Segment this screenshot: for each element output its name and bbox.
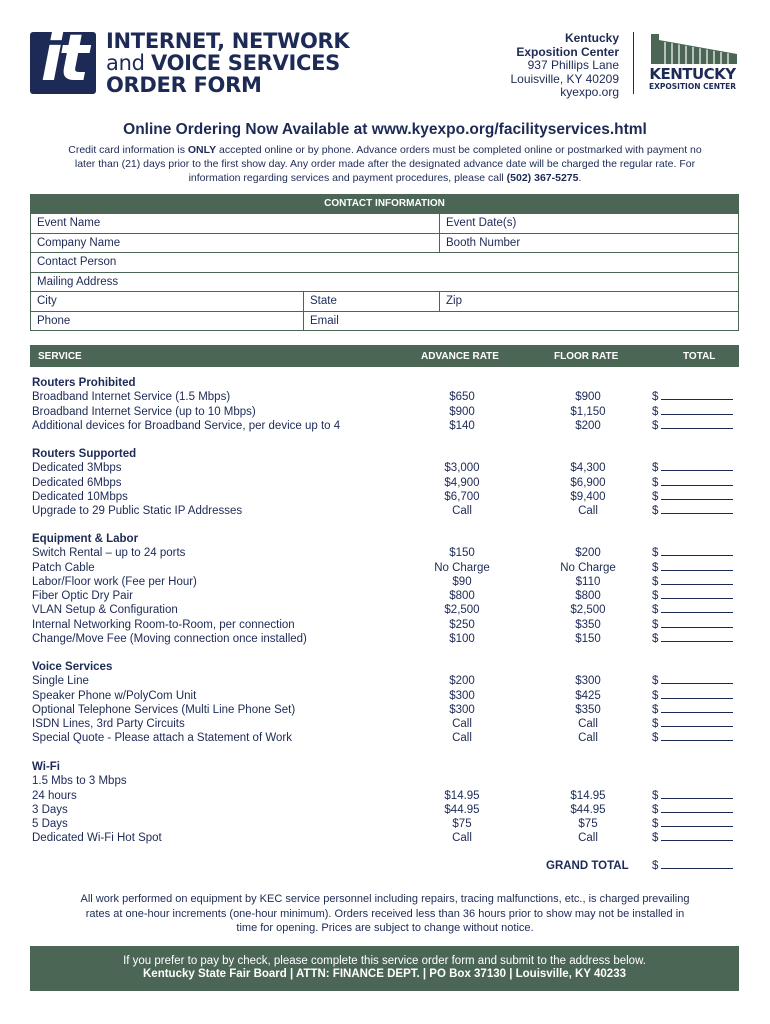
service-section bbox=[32, 760, 162, 846]
floor-rate-value: $2,500 bbox=[570, 604, 606, 617]
total-field[interactable]: $ bbox=[652, 589, 733, 603]
advance-rate-value: $4,900 bbox=[444, 476, 480, 489]
service-section bbox=[32, 447, 242, 518]
footer-line-1: If you prefer to pay by check, please complete this service order form and submit to the address below. bbox=[123, 955, 646, 967]
service-item: Dedicated 6Mbps bbox=[32, 476, 122, 489]
company-name-field[interactable]: Company Name bbox=[37, 236, 121, 249]
service-table-header bbox=[30, 345, 739, 367]
service-item: Upgrade to 29 Public Static IP Addresses bbox=[32, 505, 243, 518]
total-field[interactable]: $ bbox=[652, 405, 733, 419]
advance-rate-column bbox=[400, 674, 524, 745]
state-field[interactable]: State bbox=[303, 292, 439, 311]
total-field[interactable]: $ bbox=[652, 731, 733, 745]
logo-subword: EXPOSITION CENTER bbox=[648, 82, 737, 91]
total-column bbox=[652, 674, 733, 745]
advance-rate-value: Call bbox=[452, 505, 472, 518]
service-item: Single Line bbox=[32, 675, 89, 688]
total-field[interactable]: $ bbox=[652, 419, 733, 433]
advance-rate-value: Call bbox=[452, 718, 472, 731]
service-item: Speaker Phone w/PolyCom Unit bbox=[32, 689, 197, 702]
service-item: Change/Move Fee (Moving connection once installed) bbox=[32, 633, 307, 646]
it-logo bbox=[30, 32, 96, 94]
floor-rate-value: $1,150 bbox=[570, 405, 606, 418]
phone-field[interactable]: Phone bbox=[37, 314, 71, 327]
floor-rate-column bbox=[526, 674, 650, 745]
advance-rate-value: $44.95 bbox=[444, 803, 480, 816]
advance-rate-value: Call bbox=[452, 732, 472, 745]
header-divider bbox=[633, 32, 634, 94]
total-field[interactable]: $ bbox=[652, 703, 733, 717]
floor-rate-value: $350 bbox=[575, 703, 601, 716]
floor-rate-value: $4,300 bbox=[570, 462, 606, 475]
advance-rate-column bbox=[400, 461, 524, 518]
advance-rate-column bbox=[400, 390, 524, 433]
zip-field[interactable]: Zip bbox=[439, 292, 738, 311]
section-subheading: 1.5 Mbs to 3 Mbps bbox=[32, 775, 127, 788]
floor-rate-value: $350 bbox=[575, 618, 601, 631]
total-column bbox=[652, 789, 733, 846]
total-col-header: TOTAL bbox=[683, 351, 716, 362]
advance-rate-value: No Charge bbox=[434, 561, 490, 574]
booth-number-field[interactable]: Booth Number bbox=[439, 234, 738, 253]
advance-rate-value: $140 bbox=[449, 419, 475, 432]
total-field[interactable]: $ bbox=[652, 831, 733, 845]
service-item: Labor/Floor work (Fee per Hour) bbox=[32, 575, 197, 588]
advance-rate-col-header: ADVANCE RATE bbox=[421, 351, 499, 362]
total-column bbox=[652, 461, 733, 518]
floor-rate-value: $800 bbox=[575, 590, 601, 603]
floor-rate-column bbox=[526, 390, 650, 433]
service-item: Optional Telephone Services (Multi Line Phone Set) bbox=[32, 703, 296, 716]
floor-rate-value: $200 bbox=[575, 547, 601, 560]
contact-row bbox=[31, 311, 738, 331]
contact-row bbox=[31, 252, 738, 272]
advance-rate-value: $2,500 bbox=[444, 604, 480, 617]
floor-rate-value: Call bbox=[578, 718, 598, 731]
advance-rate-value: $900 bbox=[449, 405, 475, 418]
total-field[interactable]: $ bbox=[652, 817, 733, 831]
floor-rate-value: $75 bbox=[578, 818, 598, 831]
contact-row bbox=[31, 291, 738, 311]
advance-rate-value: $250 bbox=[449, 618, 475, 631]
floor-rate-value: Call bbox=[578, 732, 598, 745]
total-field[interactable]: $ bbox=[652, 490, 733, 504]
advance-rate-value: $200 bbox=[449, 675, 475, 688]
service-section bbox=[32, 532, 307, 646]
service-item: Special Quote - Please attach a Statement of Work bbox=[32, 732, 292, 745]
contact-header: CONTACT INFORMATION bbox=[31, 195, 738, 213]
title-line-2: and VOICE SERVICES bbox=[106, 51, 340, 75]
floor-rate-column bbox=[526, 546, 650, 646]
logo-word: KENTUCKY bbox=[649, 65, 736, 83]
floor-rate-value: Call bbox=[578, 832, 598, 845]
arena-roof-icon bbox=[645, 30, 740, 66]
floor-rate-column bbox=[526, 461, 650, 518]
advance-rate-value: $150 bbox=[449, 547, 475, 560]
floor-rate-value: $14.95 bbox=[570, 789, 606, 802]
city-field[interactable]: City bbox=[37, 295, 57, 307]
total-field[interactable]: $ bbox=[652, 603, 733, 617]
kec-logo bbox=[645, 30, 740, 94]
event-dates-field[interactable]: Event Date(s) bbox=[439, 214, 738, 233]
total-column bbox=[652, 546, 733, 646]
total-field[interactable]: $ bbox=[652, 504, 733, 518]
total-field[interactable]: $ bbox=[652, 575, 733, 589]
floor-rate-value: $900 bbox=[575, 391, 601, 404]
org-address: Kentucky Exposition Center 937 Phillips Lane Louisville, KY 40209 kyexpo.org bbox=[510, 31, 619, 99]
advance-rate-value: $6,700 bbox=[444, 490, 480, 503]
advance-rate-value: $75 bbox=[452, 818, 472, 831]
service-section bbox=[32, 660, 295, 746]
website-link[interactable]: kyexpo.org bbox=[560, 85, 619, 99]
grand-total-label: GRAND TOTAL bbox=[546, 860, 629, 872]
section-heading: Routers Supported bbox=[32, 448, 137, 460]
contact-row bbox=[31, 272, 738, 292]
advance-rate-value: Call bbox=[452, 832, 472, 845]
service-item: Broadband Internet Service (up to 10 Mbps) bbox=[32, 405, 256, 418]
total-field[interactable]: $ bbox=[652, 390, 733, 404]
total-field[interactable]: $ bbox=[652, 461, 733, 475]
form-title bbox=[106, 30, 349, 96]
floor-rate-value: $44.95 bbox=[570, 803, 606, 816]
service-item: Broadband Internet Service (1.5 Mbps) bbox=[32, 391, 231, 404]
advance-rate-value: $300 bbox=[449, 703, 475, 716]
event-name-field[interactable]: Event Name bbox=[37, 217, 101, 229]
section-heading: Voice Services bbox=[32, 661, 113, 673]
it-logo-text: it bbox=[40, 32, 86, 94]
footer-mailing-address: Kentucky State Fair Board | ATTN: FINANCE DEPT. | PO Box 37130 | Louisville, KY 40233 bbox=[143, 968, 626, 980]
service-section bbox=[32, 376, 340, 433]
service-item: Additional devices for Broadband Service, per device up to 4 bbox=[32, 419, 341, 432]
service-item: Dedicated Wi-Fi Hot Spot bbox=[32, 832, 162, 845]
advance-rate-value: $650 bbox=[449, 391, 475, 404]
section-heading: Wi-Fi bbox=[32, 761, 60, 773]
service-item: Fiber Optic Dry Pair bbox=[32, 590, 133, 603]
total-field[interactable]: $ bbox=[652, 789, 733, 803]
title-line-3: ORDER FORM bbox=[106, 73, 262, 97]
floor-rate-value: $425 bbox=[575, 689, 601, 702]
total-field[interactable]: $ bbox=[652, 546, 733, 560]
section-heading: Equipment & Labor bbox=[32, 533, 139, 545]
floor-rate-value: $9,400 bbox=[570, 490, 606, 503]
floor-rate-value: $150 bbox=[575, 633, 601, 646]
floor-rate-value: $300 bbox=[575, 675, 601, 688]
contact-row bbox=[31, 233, 738, 253]
credit-card-notice: Credit card information is ONLY accepted online or by phone. Advance orders must be completed online or postmarked with payment no later than (21) days prior to the first show day. Any order made after the designated advance date will be charged the regular rate. For information regarding services and payment procedures, please call (502) 367-5275. bbox=[68, 144, 702, 184]
total-field[interactable]: $ bbox=[652, 717, 733, 731]
total-field[interactable]: $ bbox=[652, 803, 733, 817]
advance-rate-column bbox=[400, 546, 524, 646]
total-column bbox=[652, 390, 733, 433]
grand-total-field[interactable]: $ bbox=[652, 860, 733, 872]
service-item: 24 hours bbox=[32, 789, 77, 802]
service-item: 3 Days bbox=[32, 803, 68, 816]
payment-footer bbox=[30, 946, 739, 991]
floor-rate-col-header: FLOOR RATE bbox=[554, 351, 619, 362]
service-item: Patch Cable bbox=[32, 561, 95, 574]
advance-rate-value: $90 bbox=[452, 575, 472, 588]
terms-note: All work performed on equipment by KEC service personnel including repairs, tracing malfunctions, etc., is charged prevailing rates at one-hour increments (one-hour minimum). Orders received less than 36 hours prior to show may not be installed in time for opening. Prices are subject to change without notice. bbox=[80, 893, 690, 934]
online-ordering-link[interactable]: Online Ordering Now Available at www.kyexpo.org/facilityservices.html bbox=[123, 121, 647, 138]
service-item: Dedicated 3Mbps bbox=[32, 462, 122, 475]
title-line-1: INTERNET, NETWORK bbox=[106, 29, 350, 53]
advance-rate-column bbox=[400, 789, 524, 846]
total-field[interactable]: $ bbox=[652, 689, 733, 703]
floor-rate-column bbox=[526, 789, 650, 846]
service-item: Switch Rental – up to 24 ports bbox=[32, 547, 186, 560]
service-item: Dedicated 10Mbps bbox=[32, 490, 128, 503]
total-field[interactable]: $ bbox=[652, 632, 733, 646]
total-field[interactable]: $ bbox=[652, 618, 733, 632]
floor-rate-value: $200 bbox=[575, 419, 601, 432]
advance-rate-value: $14.95 bbox=[444, 789, 480, 802]
phone-number: (502) 367-5275 bbox=[506, 172, 579, 184]
contact-person-field[interactable]: Contact Person bbox=[37, 256, 117, 268]
service-item: Internal Networking Room-to-Room, per connection bbox=[32, 618, 295, 631]
total-field[interactable]: $ bbox=[652, 674, 733, 688]
service-item: 5 Days bbox=[32, 818, 68, 831]
total-field[interactable]: $ bbox=[652, 561, 733, 575]
advance-rate-value: $800 bbox=[449, 590, 475, 603]
floor-rate-value: No Charge bbox=[560, 561, 616, 574]
advance-rate-value: $100 bbox=[449, 633, 475, 646]
mailing-address-field[interactable]: Mailing Address bbox=[37, 275, 119, 288]
floor-rate-value: Call bbox=[578, 505, 598, 518]
section-heading: Routers Prohibited bbox=[32, 377, 136, 389]
email-field[interactable]: Email bbox=[303, 312, 738, 331]
service-item: ISDN Lines, 3rd Party Circuits bbox=[32, 718, 185, 731]
floor-rate-value: $6,900 bbox=[570, 476, 606, 489]
contact-information-box bbox=[30, 194, 739, 331]
contact-row bbox=[31, 213, 738, 233]
advance-rate-value: $3,000 bbox=[444, 462, 480, 475]
total-field[interactable]: $ bbox=[652, 476, 733, 490]
floor-rate-value: $110 bbox=[575, 575, 601, 588]
service-col-header: SERVICE bbox=[38, 351, 82, 362]
service-item: VLAN Setup & Configuration bbox=[32, 604, 178, 617]
advance-rate-value: $300 bbox=[449, 689, 475, 702]
